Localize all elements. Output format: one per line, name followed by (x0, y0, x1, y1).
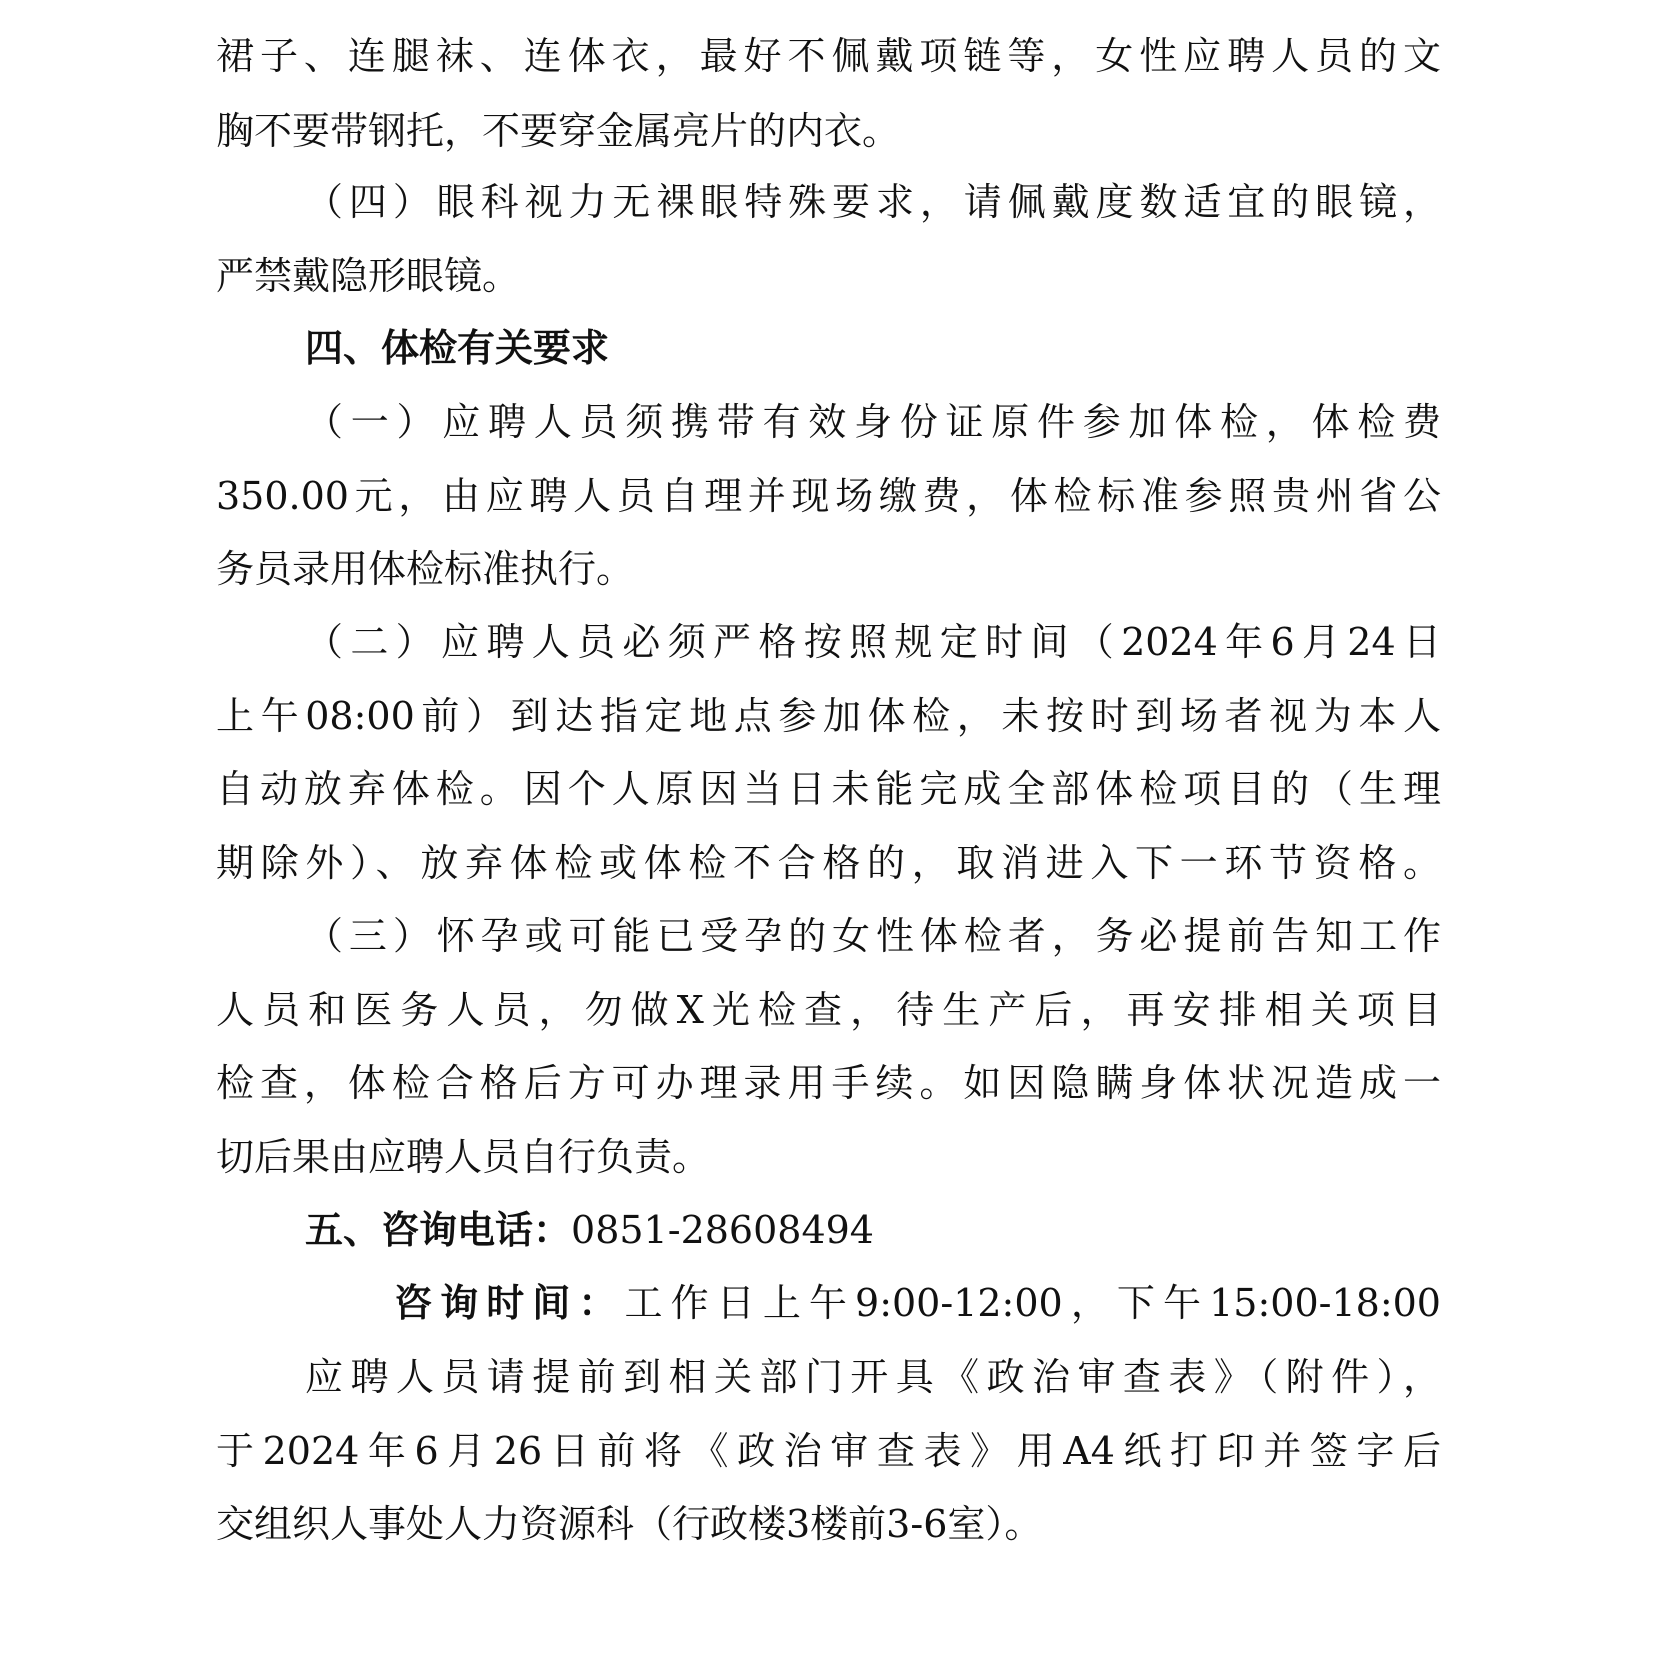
text-line: （三）怀孕或可能已受孕的女性体检者，务必提前告知工作 (305, 914, 1441, 958)
contact-hours-text: 工作日上午9:00-12:00，下午15:00-18:00 (624, 1281, 1441, 1325)
contact-phone-label: 五、咨询电话： (305, 1207, 572, 1252)
text-line: 上午08:00前）到达指定地点参加体检，未按时到场者视为本人 (216, 694, 1441, 738)
text-line: 自动放弃体检。因个人原因当日未能完成全部体检项目的（生理 (216, 767, 1441, 811)
text-line: 350.00元，由应聘人员自理并现场缴费，体检标准参照贵州省公 (216, 474, 1441, 518)
text-line: 期除外）、放弃体检或体检不合格的，取消进入下一环节资格。 (216, 841, 1441, 885)
contact-hours-label: 咨询时间： (394, 1280, 625, 1325)
text-line: 务员录用体检标准执行。 (216, 547, 635, 591)
text-line: 检查，体检合格后方可办理录用手续。如因隐瞒身体状况造成一 (216, 1061, 1441, 1105)
text-line: 人员和医务人员，勿做X光检查，待生产后，再安排相关项目 (216, 988, 1441, 1032)
text-line: 于2024年6月26日前将《政治审查表》用A4纸打印并签字后 (216, 1429, 1441, 1473)
text-line: （四）眼科视力无裸眼特殊要求，请佩戴度数适宜的眼镜， (305, 180, 1441, 224)
text-line: 交组织人事处人力资源科（行政楼3楼前3-6室）。 (216, 1502, 1043, 1546)
text-line: 裙子、连腿袜、连体衣，最好不佩戴项链等，女性应聘人员的文 (216, 34, 1441, 78)
text-line: 应聘人员请提前到相关部门开具《政治审查表》（附件）， (305, 1355, 1441, 1399)
contact-hours-line (394, 1267, 1441, 1339)
text-line: 严禁戴隐形眼镜。 (216, 254, 521, 298)
text-line: （二）应聘人员必须严格按照规定时间（2024年6月24日 (305, 620, 1441, 664)
contact-phone-line (305, 1194, 1441, 1266)
text-line: 胸不要带钢托，不要穿金属亮片的内衣。 (216, 109, 901, 153)
section-heading: 四、体检有关要求 (305, 325, 610, 370)
contact-phone-number: 0851-28608494 (571, 1208, 874, 1252)
text-line: （一）应聘人员须携带有效身份证原件参加体检，体检费 (305, 400, 1441, 444)
text-line: 切后果由应聘人员自行负责。 (216, 1135, 711, 1179)
